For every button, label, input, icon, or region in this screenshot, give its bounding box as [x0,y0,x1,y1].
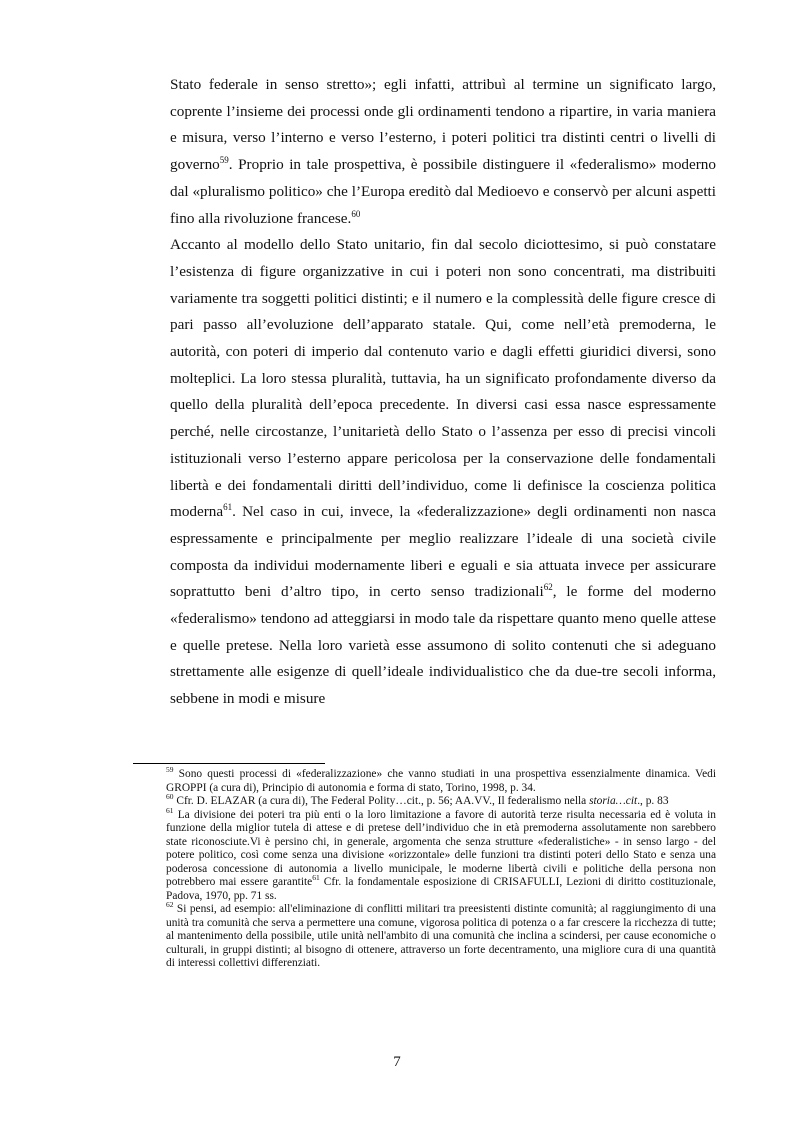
footnote [166,792,716,809]
page-number: 7 [393,1054,401,1070]
text-run: ., p. 83 [637,795,669,807]
footnote-ref: 62 [543,582,553,593]
text-run: Accanto al modello dello Stato unitario, fin dal secolo diciottesimo, si può constatare l’esistenza di figure organizzative in cui i poteri non sono concentrati, ma distribuiti variamente tra soggetti politici distinti; e il numero e la complessità delle figure cresce di pari passo all’evoluzione dell’apparato statale. Qui, come nell’età premoderna, le autorità, con poteri di imperio dal contenuto vario e dagli effetti giuridici diversi, sono molteplici. La loro stessa pluralità, tuttavia, ha un significato profondamente diverso da quello della pluralità dell’epoca precedente. In diversi casi essa nasce espressamente perché, nelle circostanze, l’unitarietà dello Stato o l’assenza per esso di precisi vincoli istituzionali verso l’esterno appare pericolosa per la conservazione delle fondamentali libertà e dei fondamentali diritti dell’individuo, come li definisce la coscienza politica moderna [170,236,716,521]
text-run: . Proprio in tale prospettiva, è possibile distinguere il «federalismo» moderno dal «pluralismo politico» che l’Europa ereditò dal Medioevo e conservò per alcuni aspetti fino alla rivoluzione francese. [170,156,716,227]
footnote-ref: 61 [223,502,233,513]
footnote-ref: 60 [351,208,361,219]
text-run: , le forme del moderno «federalismo» tendono ad atteggiarsi in modo tale da rispettare quanto meno quelle attese e quelle pretese. Nella loro varietà esse assumono di solito contenuti che si adeguano strettamente alle esigenze di quell’ideale individualistico che da due-tre secoli informa, sebbene in modi e misure [170,583,717,708]
italic-text: storia…cit [589,795,638,807]
text-run: Cfr. la fondamentale esposizione di CRISAFULLI, Lezioni di diritto costituzionale, Padova, 1970, pp. 71 ss. [166,876,716,902]
footnote-ref: 60 [166,792,174,802]
text-run: Sono questi processi di «federalizzazione» che vanno studiati in una prospettiva essenzialmente dinamica. Vedi GROPPI (a cura di), Principio di autonomia e forma di stato, Torino, 1998, p. 34. [166,768,716,794]
paragraph [170,72,716,232]
footnote [166,900,716,971]
footnotes [166,765,716,971]
text-run: . Nel caso in cui, invece, la «federalizzazione» degli ordinamenti non nasca espressamente e principalmente per meglio realizzare l’ideale di una società civile composta da individui modernamente liberi e eguali e sia attuata invece per assicurare soprattutto beni d’altro tipo, in certo senso tradizionali [170,503,716,601]
text-run: La divisione dei poteri tra più enti o la loro limitazione a favore di autorità terze risulta necessaria ed è voluta in funzione della miglior tutela di attese e di pretese dell’individuo che in età premoderna assolutamente non sarebbero state riconosciute.Vi è persino chi, in generale, argomenta che senza strutture «federalistiche» - in senso largo - del potere politico, così come senza una divisione «orizzontale» delle funzioni tra distinti poteri dello Stato e senza una poderosa concessione di autonomia a livello municipale, le moderne libertà civili e politiche della persona non potrebbero mai essere garantite [166,808,716,888]
paragraph [170,232,716,713]
footnote-ref: 59 [219,155,229,166]
text-run: Si pensi, ad esempio: all'eliminazione di conflitti militari tra preesistenti distinte comunità; al raggiungimento di una unità tra comunità che serva a permettere una comune, vigorosa politica di potenza o a far crescere la ricchezza di tutte; al mantenimento della possibile, utile unità nell'ambito di una comunità che inclina a scindersi, per cause economiche o culturali, in gruppi distinti; al bisogno di ottenere, attraverso un forte decentramento, una migliore cura di una quantità di interessi collettivi differenziati. [166,903,716,969]
text-run: Stato federale in senso stretto»; egli infatti, attribuì al termine un significato largo, coprente l’insieme dei processi onde gli ordinamenti tendono a ripartire, in varia maniera e misura, verso l’interno e verso l’esterno, i poteri politici tra distinti centri o livelli di governo [170,76,716,174]
footnote-ref: 59 [166,765,174,775]
footnote-ref: 62 [166,900,174,910]
footnote-ref: 61 [166,805,174,815]
footnote-separator [133,763,325,764]
body-text [170,72,716,713]
footnote-ref: 61 [312,873,320,883]
footnote [166,765,716,795]
footnote [166,805,716,904]
text-run: Cfr. D. ELAZAR (a cura di), The Federal Polity…cit., p. 56; AA.VV., Il federalismo nella [173,795,590,807]
